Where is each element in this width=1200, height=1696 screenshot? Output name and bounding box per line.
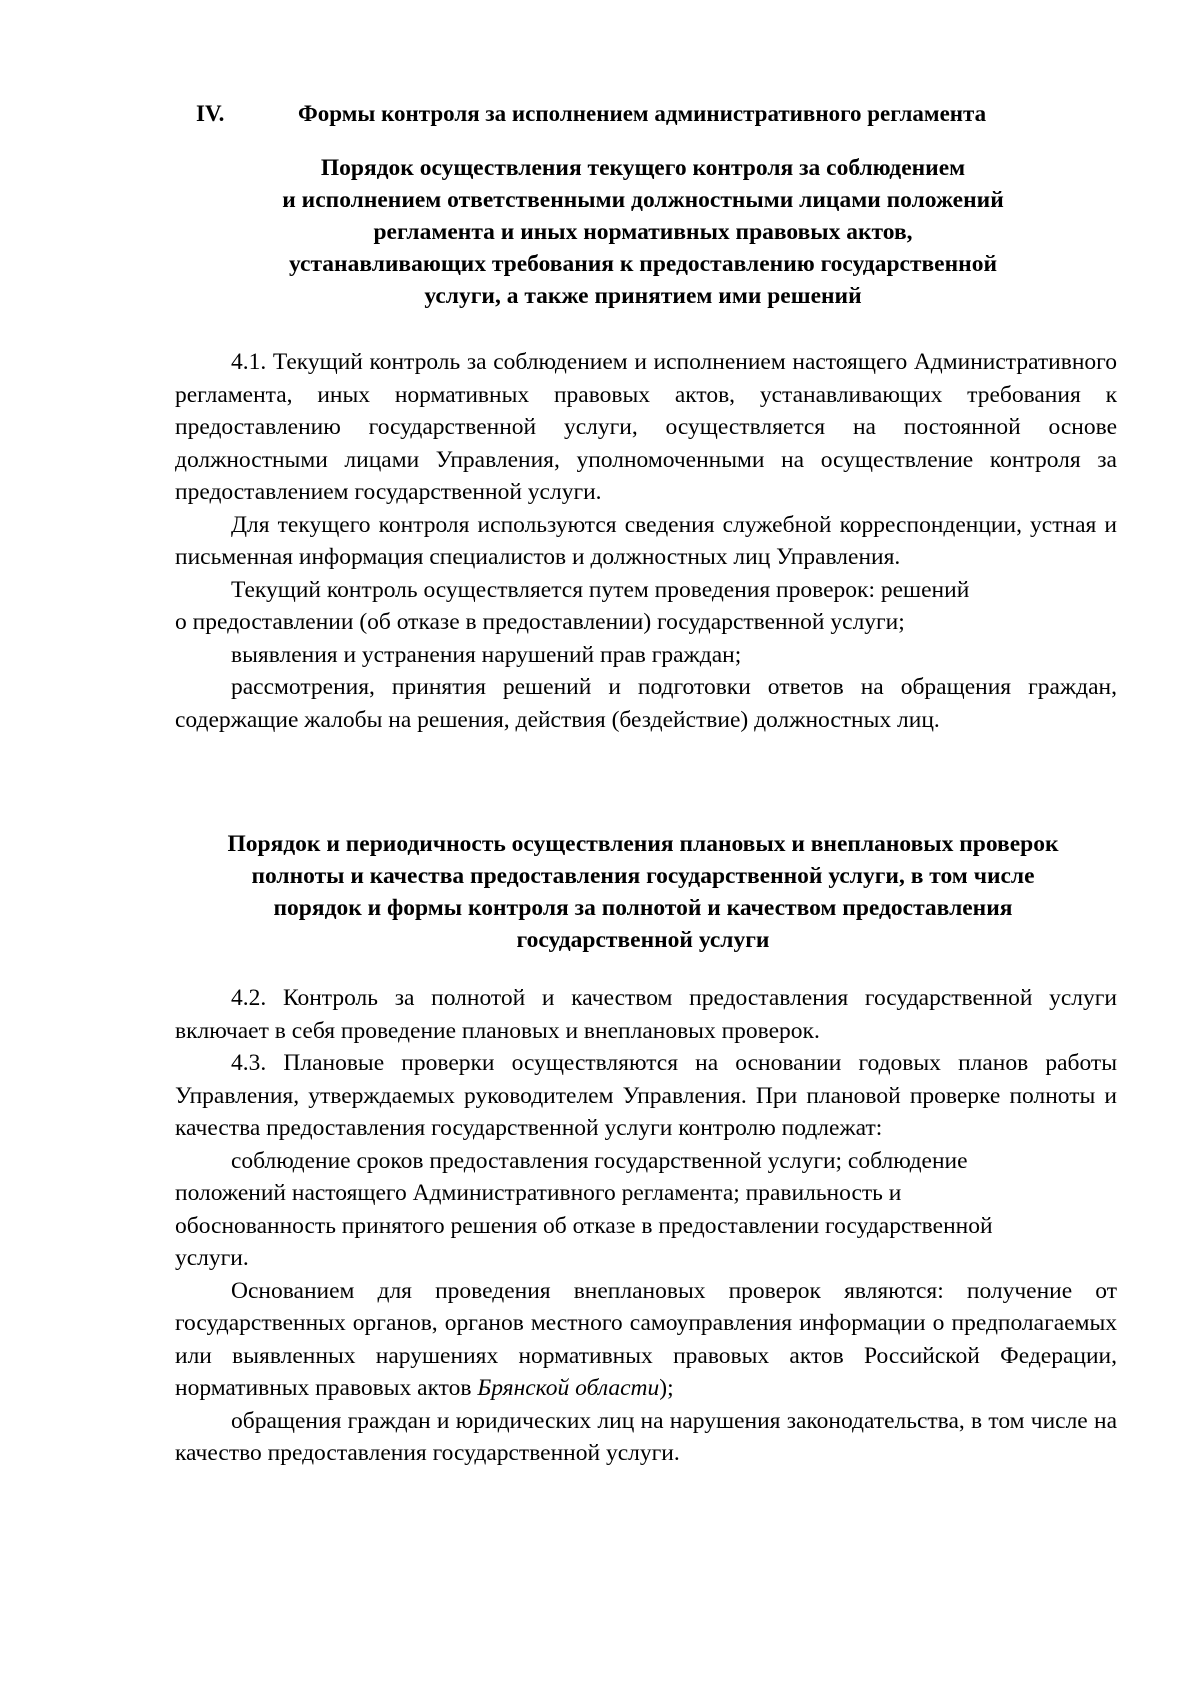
text-line: положений настоящего Административного регламента; правильность и <box>175 1180 902 1206</box>
chapter-heading <box>196 96 1096 132</box>
chapter-title: Формы контроля за исполнением административного регламента <box>298 101 987 126</box>
paragraph-4-1: 4.1. Текущий контроль за соблюдением и исполнением настоящего Административного регламента, иных нормативных правовых актов, устанавливающих требования к предоставлению государственной услуги, осуществляется на постоянной основе должностными лицами Управления, уполномоченными на осуществление контроля за предоставлением государственной услуги. <box>175 349 1117 505</box>
chapter-number: IV. <box>196 101 225 126</box>
paragraph-4-3: 4.3. Плановые проверки осуществляются на основании годовых планов работы Управления, утверждаемых руководителем Управления. При плановой проверке полноты и качества предоставления государственной услуги контролю подлежат: <box>175 1050 1117 1141</box>
heading-line: полноты и качества предоставления государственной услуги, в том числе <box>251 863 1035 889</box>
paragraph: Для текущего контроля используются сведения служебной корреспонденции, устная и письменная информация специалистов и должностных лиц Управления. <box>175 511 1117 570</box>
text-line: услуги. <box>175 1245 249 1271</box>
heading-line: и исполнением ответственными должностными лицами положений <box>282 187 1004 213</box>
heading-line: Порядок и периодичность осуществления плановых и внеплановых проверок <box>227 831 1059 857</box>
paragraph-unscheduled-grounds <box>175 1275 1117 1405</box>
paragraph <box>175 606 1117 639</box>
region-name: Брянской области <box>477 1375 660 1401</box>
heading-line: услуги, а также принятием ими решений <box>424 283 862 309</box>
heading-line: регламента и иных нормативных правовых актов, <box>373 219 913 245</box>
text-run: ); <box>659 1375 674 1401</box>
section-body-inspections <box>175 982 1117 1470</box>
paragraph: обращения граждан и юридических лиц на нарушения законодательства, в том числе на качество предоставления государственной услуги. <box>175 1407 1117 1466</box>
section-heading-current-control <box>168 152 1118 312</box>
section-body-current-control <box>175 346 1117 736</box>
paragraph-4-2: 4.2. Контроль за полнотой и качеством предоставления государственной услуги включает в себя проведение плановых и внеплановых проверок. <box>175 985 1117 1044</box>
paragraph <box>175 1145 1117 1275</box>
text-run: Основанием для проведения внеплановых проверок являются: получение от государственных органов, органов местного самоуправления информации о предполагаемых или выявленных нарушениях нормативных правовых актов Российской Федерации, нормативных правовых актов <box>175 1277 1117 1401</box>
text-line: о предоставлении (об отказе в предоставлении) государственной услуги; <box>175 609 905 635</box>
paragraph: рассмотрения, принятия решений и подготовки ответов на обращения граждан, содержащие жалобы на решения, действия (бездействие) должностных лиц. <box>175 674 1117 733</box>
text-line: обоснованность принятого решения об отказе в предоставлении государственной <box>175 1212 993 1239</box>
heading-line: государственной услуги <box>516 927 770 953</box>
paragraph <box>175 574 1117 607</box>
heading-line: порядок и формы контроля за полнотой и качеством предоставления <box>273 895 1013 921</box>
section-heading-inspections <box>168 828 1118 956</box>
heading-line: Порядок осуществления текущего контроля за соблюдением <box>320 155 966 181</box>
heading-line: устанавливающих требования к предоставлению государственной <box>289 251 997 277</box>
text-line: соблюдение сроков предоставления государственной услуги; соблюдение <box>231 1147 968 1174</box>
paragraph: выявления и устранения нарушений прав граждан; <box>231 641 742 668</box>
text-line: Текущий контроль осуществляется путем проведения проверок: решений <box>231 576 970 603</box>
